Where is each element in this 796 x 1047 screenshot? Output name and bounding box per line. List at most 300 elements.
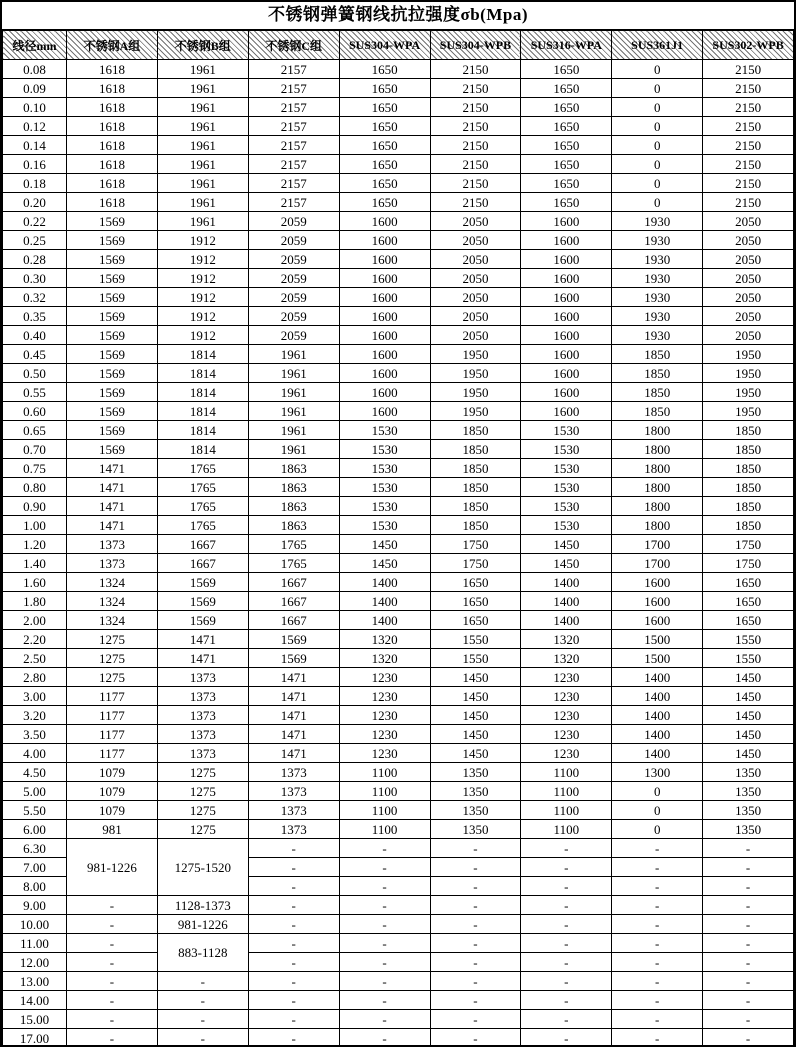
value-cell: 1400	[612, 725, 703, 744]
value-cell: -	[430, 896, 521, 915]
value-cell: 1530	[339, 421, 430, 440]
value-cell: 1530	[521, 421, 612, 440]
value-cell: 1569	[67, 402, 158, 421]
value-cell: 2157	[248, 136, 339, 155]
value-cell: 1961	[157, 155, 248, 174]
table-row	[3, 402, 794, 421]
value-cell: 1400	[339, 592, 430, 611]
value-cell: 1863	[248, 478, 339, 497]
value-cell: -	[430, 991, 521, 1010]
diameter-cell: 4.50	[3, 763, 67, 782]
value-cell: 1530	[521, 516, 612, 535]
value-cell: 1373	[67, 554, 158, 573]
value-cell: 1930	[612, 212, 703, 231]
value-cell: 2150	[703, 79, 794, 98]
value-cell: 1471	[248, 725, 339, 744]
value-cell: 1230	[521, 668, 612, 687]
value-cell: 1300	[612, 763, 703, 782]
value-cell: 1373	[157, 687, 248, 706]
value-cell: 1275	[67, 649, 158, 668]
value-cell: 1650	[521, 174, 612, 193]
value-cell: -	[521, 858, 612, 877]
value-cell: 1320	[521, 649, 612, 668]
value-cell: -	[339, 839, 430, 858]
value-cell: 2059	[248, 212, 339, 231]
value-cell: 1618	[67, 193, 158, 212]
value-cell: -	[612, 1010, 703, 1029]
column-header: SUS304-WPA	[339, 31, 430, 60]
header-row	[3, 31, 794, 60]
diameter-cell: 0.75	[3, 459, 67, 478]
value-cell: 1930	[612, 269, 703, 288]
value-cell: 1600	[339, 383, 430, 402]
value-cell: 1950	[430, 364, 521, 383]
diameter-cell: 12.00	[3, 953, 67, 972]
value-cell: 1850	[430, 440, 521, 459]
value-cell: 1650	[521, 79, 612, 98]
value-cell: 1618	[67, 60, 158, 79]
value-cell: 2050	[703, 288, 794, 307]
table-row	[3, 193, 794, 212]
value-cell: 1600	[339, 326, 430, 345]
value-cell: 1350	[430, 801, 521, 820]
value-cell: -	[248, 934, 339, 953]
value-cell: 1961	[157, 174, 248, 193]
value-cell: 2150	[703, 193, 794, 212]
value-cell: 1961	[248, 364, 339, 383]
value-cell: -	[521, 1029, 612, 1047]
table-row	[3, 117, 794, 136]
value-cell: 1600	[339, 212, 430, 231]
value-cell: 2150	[430, 98, 521, 117]
value-cell: 1930	[612, 231, 703, 250]
value-cell: 1177	[67, 706, 158, 725]
diameter-cell: 5.50	[3, 801, 67, 820]
value-cell: 2150	[430, 136, 521, 155]
value-cell: -	[703, 1029, 794, 1047]
value-cell: 2050	[430, 231, 521, 250]
value-cell: 2150	[703, 98, 794, 117]
value-cell: 1850	[612, 383, 703, 402]
value-cell: 1100	[339, 820, 430, 839]
value-cell: 1350	[703, 820, 794, 839]
value-cell: 1950	[430, 345, 521, 364]
diameter-cell: 0.40	[3, 326, 67, 345]
table-row	[3, 174, 794, 193]
value-cell: 2059	[248, 269, 339, 288]
value-cell: 1230	[339, 687, 430, 706]
value-cell: 1650	[339, 155, 430, 174]
value-cell: 1100	[521, 820, 612, 839]
value-cell: 1350	[703, 763, 794, 782]
value-cell: 1530	[339, 478, 430, 497]
value-cell: 1275	[67, 630, 158, 649]
value-cell: 1450	[339, 554, 430, 573]
value-cell: 2157	[248, 174, 339, 193]
value-cell: 1400	[339, 611, 430, 630]
value-cell: 1863	[248, 516, 339, 535]
value-cell: 1750	[703, 535, 794, 554]
value-cell: 1650	[430, 592, 521, 611]
value-cell: 1961	[248, 345, 339, 364]
value-cell: 1471	[67, 478, 158, 497]
value-cell: 2150	[430, 193, 521, 212]
value-cell: 1950	[430, 402, 521, 421]
value-cell: 1350	[703, 801, 794, 820]
value-cell: -	[248, 915, 339, 934]
value-cell: 1324	[67, 573, 158, 592]
value-cell: 1850	[703, 516, 794, 535]
value-cell: 2050	[703, 212, 794, 231]
diameter-cell: 14.00	[3, 991, 67, 1010]
value-cell: 1177	[67, 687, 158, 706]
value-cell: 1650	[339, 79, 430, 98]
value-cell: 1912	[157, 326, 248, 345]
value-cell: 1600	[339, 231, 430, 250]
diameter-cell: 15.00	[3, 1010, 67, 1029]
value-cell: 0	[612, 79, 703, 98]
diameter-cell: 0.18	[3, 174, 67, 193]
value-cell: 1765	[248, 535, 339, 554]
value-cell: 1530	[339, 459, 430, 478]
value-cell: 1275	[67, 668, 158, 687]
value-cell: 1320	[521, 630, 612, 649]
value-cell: 1650	[339, 174, 430, 193]
table-row	[3, 934, 794, 953]
diameter-cell: 0.09	[3, 79, 67, 98]
value-cell: 1471	[248, 687, 339, 706]
value-cell: 1850	[430, 478, 521, 497]
value-cell: 1950	[703, 402, 794, 421]
value-cell: 1863	[248, 497, 339, 516]
value-cell: 1850	[612, 364, 703, 383]
value-cell: 1650	[521, 98, 612, 117]
table-row	[3, 991, 794, 1010]
value-cell: 1700	[612, 554, 703, 573]
diameter-cell: 0.12	[3, 117, 67, 136]
value-cell: 1650	[703, 611, 794, 630]
value-cell: -	[430, 877, 521, 896]
diameter-cell: 2.80	[3, 668, 67, 687]
value-cell: 1128-1373	[157, 896, 248, 915]
table-row	[3, 687, 794, 706]
value-cell: 1569	[157, 611, 248, 630]
value-cell: -	[430, 839, 521, 858]
value-cell: 1600	[339, 288, 430, 307]
value-cell: 1930	[612, 326, 703, 345]
value-cell: -	[703, 953, 794, 972]
value-cell: 0	[612, 174, 703, 193]
value-cell: 1912	[157, 250, 248, 269]
value-cell: 1600	[521, 288, 612, 307]
value-cell: -	[157, 991, 248, 1010]
value-cell: 1667	[248, 592, 339, 611]
table-row	[3, 972, 794, 991]
value-cell: 1450	[430, 744, 521, 763]
value-cell: 1667	[248, 611, 339, 630]
table-row	[3, 725, 794, 744]
value-cell: -	[612, 839, 703, 858]
table-row	[3, 345, 794, 364]
value-cell: 1618	[67, 98, 158, 117]
value-cell: 1275	[157, 782, 248, 801]
value-cell: 1400	[612, 706, 703, 725]
value-cell: 1569	[67, 212, 158, 231]
value-cell: 1569	[67, 364, 158, 383]
value-cell: -	[612, 877, 703, 896]
value-cell: 1450	[521, 554, 612, 573]
value-cell: 1667	[157, 535, 248, 554]
value-cell: 0	[612, 782, 703, 801]
table-row	[3, 269, 794, 288]
diameter-cell: 5.00	[3, 782, 67, 801]
value-cell: 1600	[521, 212, 612, 231]
value-cell: -	[248, 972, 339, 991]
table-row	[3, 478, 794, 497]
value-cell: -	[612, 858, 703, 877]
value-cell: -	[430, 858, 521, 877]
value-cell: 1814	[157, 383, 248, 402]
value-cell: 2059	[248, 231, 339, 250]
diameter-cell: 2.50	[3, 649, 67, 668]
value-cell: 2050	[703, 250, 794, 269]
diameter-cell: 0.55	[3, 383, 67, 402]
value-cell: 1814	[157, 421, 248, 440]
value-cell: 981-1226	[157, 915, 248, 934]
table-row	[3, 744, 794, 763]
value-cell: 1912	[157, 288, 248, 307]
value-cell: 1400	[521, 573, 612, 592]
value-cell: -	[248, 1029, 339, 1047]
value-cell: 1850	[703, 459, 794, 478]
value-cell: 1961	[248, 421, 339, 440]
value-cell: 1600	[612, 611, 703, 630]
value-cell: 1800	[612, 440, 703, 459]
table-row	[3, 250, 794, 269]
value-cell: 1079	[67, 763, 158, 782]
value-cell: 1400	[339, 573, 430, 592]
value-cell: 1600	[612, 573, 703, 592]
value-cell: 1600	[521, 307, 612, 326]
value-cell: 1950	[430, 383, 521, 402]
value-cell: 1650	[703, 573, 794, 592]
table-row	[3, 573, 794, 592]
value-cell: 2150	[703, 60, 794, 79]
value-cell: 1961	[157, 60, 248, 79]
diameter-cell: 17.00	[3, 1029, 67, 1047]
value-cell: -	[248, 877, 339, 896]
value-cell: 1600	[339, 402, 430, 421]
diameter-cell: 1.40	[3, 554, 67, 573]
value-cell: -	[521, 934, 612, 953]
value-cell: 1373	[157, 706, 248, 725]
table-row	[3, 630, 794, 649]
value-cell: 1961	[248, 440, 339, 459]
value-cell: 1814	[157, 345, 248, 364]
value-cell: 1600	[612, 592, 703, 611]
value-cell: 1530	[521, 440, 612, 459]
value-cell: 1667	[248, 573, 339, 592]
value-cell: 1500	[612, 630, 703, 649]
value-cell: 1275-1520	[157, 839, 248, 896]
value-cell: 1500	[612, 649, 703, 668]
value-cell: 1569	[67, 440, 158, 459]
diameter-cell: 0.22	[3, 212, 67, 231]
value-cell: -	[521, 877, 612, 896]
value-cell: 1800	[612, 421, 703, 440]
value-cell: -	[67, 915, 158, 934]
diameter-cell: 0.35	[3, 307, 67, 326]
diameter-cell: 0.50	[3, 364, 67, 383]
diameter-cell: 3.20	[3, 706, 67, 725]
value-cell: 2157	[248, 155, 339, 174]
value-cell: 1373	[248, 782, 339, 801]
value-cell: 1850	[430, 459, 521, 478]
value-cell: 1569	[67, 250, 158, 269]
value-cell: -	[703, 839, 794, 858]
value-cell: 1100	[339, 782, 430, 801]
diameter-cell: 0.32	[3, 288, 67, 307]
value-cell: 1800	[612, 497, 703, 516]
table-row	[3, 763, 794, 782]
value-cell: 0	[612, 820, 703, 839]
table-row	[3, 98, 794, 117]
value-cell: 1912	[157, 269, 248, 288]
value-cell: 1530	[521, 478, 612, 497]
diameter-cell: 0.10	[3, 98, 67, 117]
value-cell: 1618	[67, 174, 158, 193]
diameter-cell: 0.80	[3, 478, 67, 497]
table-row	[3, 288, 794, 307]
column-header: SUS361J1	[612, 31, 703, 60]
value-cell: 1324	[67, 611, 158, 630]
diameter-cell: 0.25	[3, 231, 67, 250]
value-cell: -	[612, 972, 703, 991]
value-cell: 1550	[703, 630, 794, 649]
value-cell: 1450	[703, 687, 794, 706]
value-cell: 1961	[248, 383, 339, 402]
value-cell: 1765	[157, 497, 248, 516]
value-cell: 1930	[612, 250, 703, 269]
value-cell: -	[339, 991, 430, 1010]
value-cell: 1850	[703, 478, 794, 497]
value-cell: 1600	[339, 250, 430, 269]
value-cell: 1530	[339, 516, 430, 535]
value-cell: 1569	[157, 573, 248, 592]
value-cell: -	[703, 934, 794, 953]
value-cell: 1912	[157, 307, 248, 326]
value-cell: -	[703, 991, 794, 1010]
value-cell: 1569	[67, 231, 158, 250]
value-cell: 1800	[612, 478, 703, 497]
table-row	[3, 326, 794, 345]
value-cell: -	[67, 953, 158, 972]
value-cell: 1618	[67, 79, 158, 98]
value-cell: -	[248, 858, 339, 877]
value-cell: 1400	[612, 744, 703, 763]
value-cell: -	[430, 972, 521, 991]
value-cell: 1650	[339, 193, 430, 212]
value-cell: 1850	[703, 440, 794, 459]
value-cell: 2157	[248, 193, 339, 212]
value-cell: -	[430, 915, 521, 934]
value-cell: -	[339, 1010, 430, 1029]
value-cell: 1569	[67, 421, 158, 440]
column-header: 不锈钢C组	[248, 31, 339, 60]
value-cell: 2050	[703, 231, 794, 250]
diameter-cell: 6.00	[3, 820, 67, 839]
value-cell: 1324	[67, 592, 158, 611]
column-header: 不锈钢A组	[67, 31, 158, 60]
value-cell: 1600	[339, 269, 430, 288]
value-cell: -	[612, 915, 703, 934]
value-cell: -	[248, 1010, 339, 1029]
value-cell: -	[521, 953, 612, 972]
value-cell: 1471	[248, 706, 339, 725]
value-cell: 2157	[248, 117, 339, 136]
value-cell: 1765	[157, 516, 248, 535]
table-row	[3, 801, 794, 820]
value-cell: -	[703, 877, 794, 896]
value-cell: 0	[612, 98, 703, 117]
value-cell: 1600	[521, 326, 612, 345]
diameter-cell: 11.00	[3, 934, 67, 953]
value-cell: 1650	[430, 611, 521, 630]
value-cell: -	[521, 915, 612, 934]
value-cell: 1650	[339, 98, 430, 117]
value-cell: 1350	[430, 782, 521, 801]
value-cell: 1850	[612, 345, 703, 364]
value-cell: 1961	[157, 117, 248, 136]
table-row	[3, 459, 794, 478]
value-cell: 1569	[157, 592, 248, 611]
value-cell: 1530	[339, 440, 430, 459]
value-cell: 1600	[339, 364, 430, 383]
value-cell: 1450	[339, 535, 430, 554]
value-cell: -	[67, 1029, 158, 1047]
value-cell: 1373	[248, 801, 339, 820]
table-row	[3, 1010, 794, 1029]
value-cell: 1650	[521, 136, 612, 155]
value-cell: 2150	[430, 60, 521, 79]
value-cell: 1350	[430, 763, 521, 782]
table-row	[3, 915, 794, 934]
value-cell: 1961	[157, 193, 248, 212]
value-cell: 1700	[612, 535, 703, 554]
value-cell: -	[521, 896, 612, 915]
diameter-cell: 8.00	[3, 877, 67, 896]
diameter-cell: 0.20	[3, 193, 67, 212]
value-cell: 1650	[521, 60, 612, 79]
value-cell: 0	[612, 801, 703, 820]
table-row	[3, 516, 794, 535]
value-cell: 1471	[248, 668, 339, 687]
table-row	[3, 307, 794, 326]
value-cell: 1600	[521, 383, 612, 402]
value-cell: 1961	[157, 98, 248, 117]
value-cell: 1177	[67, 725, 158, 744]
value-cell: 1930	[612, 288, 703, 307]
value-cell: 1850	[612, 402, 703, 421]
value-cell: 1569	[67, 326, 158, 345]
value-cell: 981	[67, 820, 158, 839]
page-title: 不锈钢弹簧钢线抗拉强度σb(Mpa)	[2, 2, 794, 30]
value-cell: 0	[612, 136, 703, 155]
value-cell: 2059	[248, 326, 339, 345]
value-cell: 1471	[67, 459, 158, 478]
diameter-cell: 0.65	[3, 421, 67, 440]
value-cell: 2059	[248, 250, 339, 269]
